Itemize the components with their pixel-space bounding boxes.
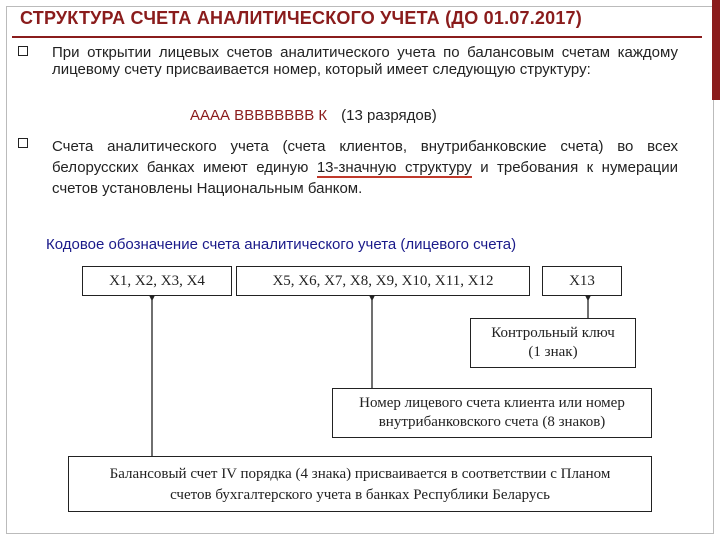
bullet2-before: Счета аналитического учета (счета клиентов, внутрибанковские счета) во всех белорусских банках имеют единую <box>52 138 678 176</box>
personal-account-line2: внутрибанковского счета (8 знаков) <box>378 414 606 430</box>
code-pattern: АААА ВВВВВВВВ К <box>190 107 328 124</box>
personal-account-line1: Номер лицевого счета клиента или номер <box>359 395 625 411</box>
digit-group-2 <box>236 266 530 296</box>
balance-account-box <box>68 456 652 512</box>
personal-account-box <box>332 388 652 438</box>
digit-group-1 <box>82 266 232 296</box>
code-digits: (13 разрядов) <box>341 107 437 124</box>
control-key-line2: (1 знак) <box>528 344 578 360</box>
digit-group-3-label: X13 <box>569 273 595 289</box>
bullet2-highlight: 13-значную структуру <box>316 159 472 176</box>
digit-group-2-label: X5, X6, X7, X8, X9, X10, X11, X12 <box>272 273 494 289</box>
digit-group-1-label: X1, X2, X3, X4 <box>109 273 205 289</box>
bullet2-after: и требования к нумерации счетов установлены Национальным банком. <box>52 159 678 197</box>
slide-title: СТРУКТУРА СЧЕТА АНАЛИТИЧЕСКОГО УЧЕТА (ДО 01.07.2017) <box>20 8 582 28</box>
balance-account-line2: счетов бухгалтерского учета в банках Республики Беларусь <box>170 487 550 503</box>
diagram-caption: Кодовое обозначение счета аналитического учета (лицевого счета) <box>46 236 517 253</box>
control-key-box <box>470 318 636 368</box>
digit-group-3 <box>542 266 622 296</box>
control-key-line1: Контрольный ключ <box>491 325 615 341</box>
bullet-text-1: При открытии лицевых счетов аналитического учета по балансовым счетам каждому лицевому счету присваивается номер, который имеет следующую структуру: <box>52 44 678 78</box>
balance-account-line1: Балансовый счет IV порядка (4 знака) присваивается в соответствии с Планом <box>109 466 611 482</box>
